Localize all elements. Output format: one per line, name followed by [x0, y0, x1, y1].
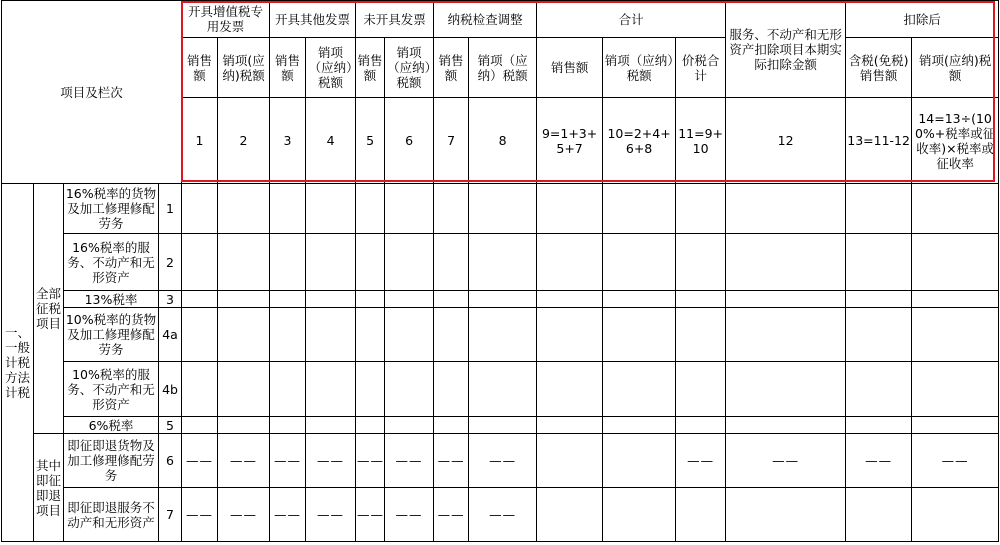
group-tax-check: 纳税检查调整 [434, 1, 537, 38]
row-number: 7 [159, 488, 182, 542]
row-label: 16%税率的货物及加工修理修配劳务 [64, 184, 159, 234]
row-number: 4a [159, 308, 182, 362]
group-other-invoice: 开具其他发票 [270, 1, 356, 38]
dash-cell: —— [469, 488, 537, 542]
dash-cell: —— [434, 488, 469, 542]
colnum-11: 11=9+10 [676, 98, 726, 184]
col-sales: 销售额 [270, 38, 306, 98]
col-sales: 销售额 [182, 38, 218, 98]
row-number: 6 [159, 434, 182, 488]
col-sales: 销售额 [434, 38, 469, 98]
vat-declaration-table [1, 0, 999, 542]
dash-cell: —— [306, 488, 356, 542]
colnum-14: 14=13÷(100%+税率或征收率)×税率或征收率 [912, 98, 999, 184]
dash-cell: —— [182, 488, 218, 542]
row-label: 10%税率的货物及加工修理修配劳务 [64, 308, 159, 362]
group-after-deduction: 扣除后 [846, 1, 999, 38]
section-immediate-refund: 其中即征即退项目 [34, 434, 64, 542]
col-output-tax: 销项（应纳）税额 [469, 38, 537, 98]
col-output-tax: 销项(应纳)税额 [218, 38, 270, 98]
dash-cell: —— [385, 434, 434, 488]
dash-cell: —— [726, 434, 846, 488]
row-number: 3 [159, 291, 182, 308]
group-no-invoice: 未开具发票 [356, 1, 434, 38]
dash-cell: —— [356, 434, 385, 488]
colnum-8: 8 [469, 98, 537, 184]
row-label: 即征即退服务不动产和无形资产 [64, 488, 159, 542]
row-label: 6%税率 [64, 417, 159, 434]
dash-cell: —— [434, 434, 469, 488]
row-number: 1 [159, 184, 182, 234]
colnum-10: 10=2+4+6+8 [603, 98, 676, 184]
row-number: 4b [159, 362, 182, 417]
col-output-tax: 销项（应纳）税额 [385, 38, 434, 98]
row-label: 16%税率的服务、不动产和无形资产 [64, 234, 159, 291]
dash-cell: —— [306, 434, 356, 488]
colnum-5: 5 [356, 98, 385, 184]
colnum-2: 2 [218, 98, 270, 184]
col-sales: 销售额 [356, 38, 385, 98]
colnum-6: 6 [385, 98, 434, 184]
row-number: 2 [159, 234, 182, 291]
dash-cell: —— [218, 488, 270, 542]
group-vat-invoice: 开具增值税专用发票 [182, 1, 270, 38]
row-label: 10%税率的服务、不动产和无形资产 [64, 362, 159, 417]
colnum-3: 3 [270, 98, 306, 184]
item-column-header: 项目及栏次 [2, 1, 182, 184]
dash-cell: —— [270, 488, 306, 542]
dash-cell: —— [912, 434, 999, 488]
colnum-1: 1 [182, 98, 218, 184]
row-number: 5 [159, 417, 182, 434]
col-total-tax: 销项（应纳）税额 [603, 38, 676, 98]
dash-cell: —— [676, 434, 726, 488]
colnum-7: 7 [434, 98, 469, 184]
row-label: 13%税率 [64, 291, 159, 308]
col-total-sales: 销售额 [537, 38, 603, 98]
dash-cell: —— [846, 434, 912, 488]
col-after-output-tax: 销项(应纳)税额 [912, 38, 999, 98]
section-general-method: 一、一般计税方法计税 [2, 184, 34, 542]
colnum-13: 13=11-12 [846, 98, 912, 184]
dash-cell: —— [218, 434, 270, 488]
colnum-4: 4 [306, 98, 356, 184]
section-all-items: 全部征税项目 [34, 184, 64, 434]
group-deduction-amount: 服务、不动产和无形资产扣除项目本期实际扣除金额 [726, 1, 846, 98]
colnum-9: 9=1+3+5+7 [537, 98, 603, 184]
dash-cell: —— [469, 434, 537, 488]
dash-cell: —— [270, 434, 306, 488]
dash-cell: —— [182, 434, 218, 488]
dash-cell: —— [385, 488, 434, 542]
dash-cell: —— [356, 488, 385, 542]
col-output-tax: 销项（应纳）税额 [306, 38, 356, 98]
col-tax-incl-sales: 含税(免税)销售额 [846, 38, 912, 98]
colnum-12: 12 [726, 98, 846, 184]
row-label: 即征即退货物及加工修理修配劳务 [64, 434, 159, 488]
col-price-tax-total: 价税合计 [676, 38, 726, 98]
group-total: 合计 [537, 1, 726, 38]
